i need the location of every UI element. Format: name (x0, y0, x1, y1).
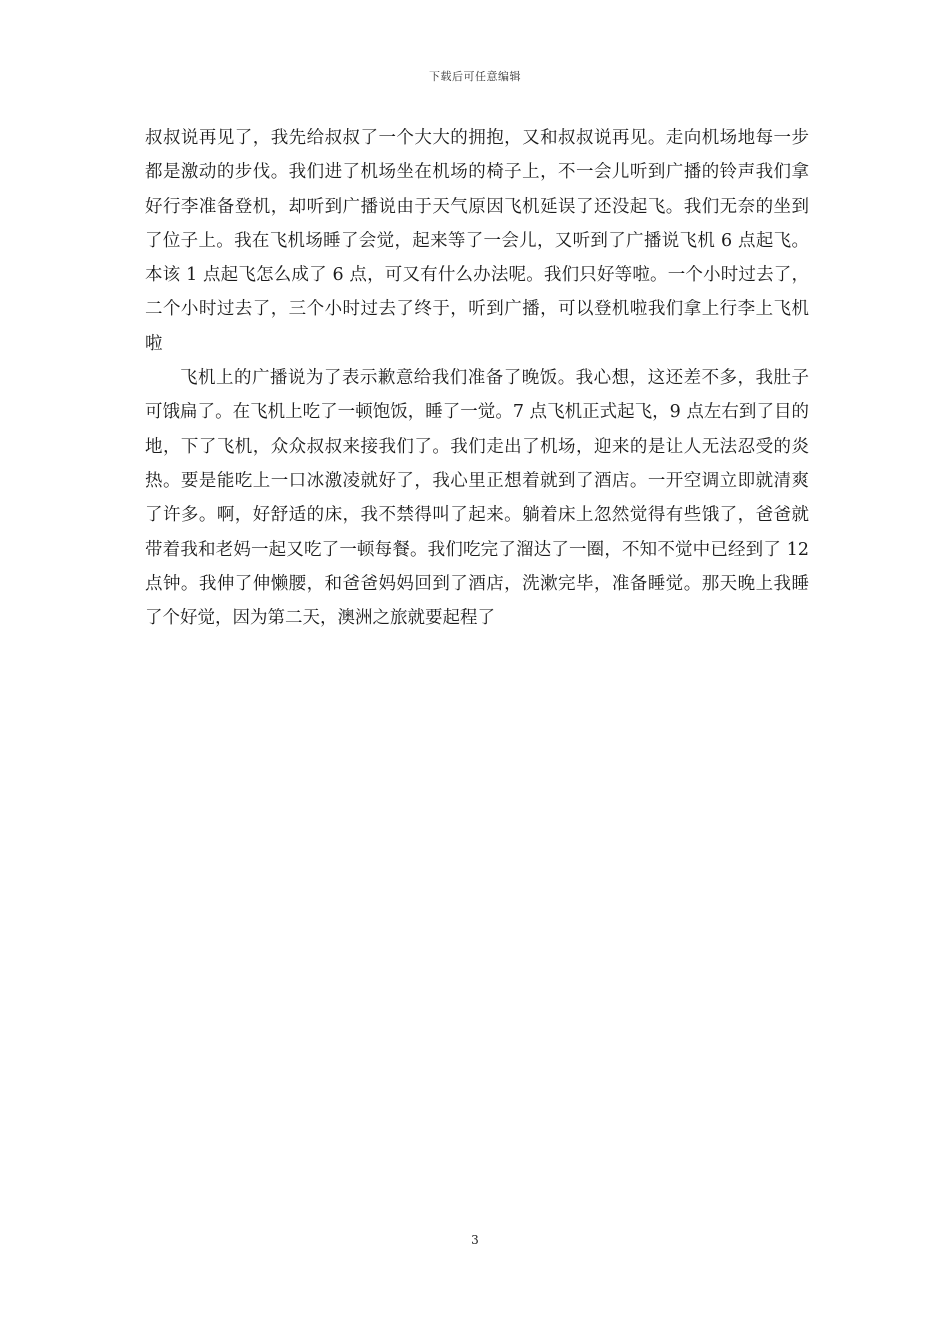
page-header: 下载后可任意编辑 (429, 70, 521, 83)
paragraph-continuation: 叔叔说再见了，我先给叔叔了一个大大的拥抱，又和叔叔说再见。走向机场地每一步都是激动的步伐。我们进了机场坐在机场的椅子上，不一会儿听到广播的铃声我们拿好行李准备登机，却听到广播说由于天气原因飞机延误了还没起飞。我们无奈的坐到了位子上。我在飞机场睡了会觉，起来等了一会儿，又听到了广播说飞机 6 点起飞。本该 1 点起飞怎么成了 6 点，可又有什么办法呢。我们只好等啦。一个小时过去了，二个小时过去了，三个小时过去了终于，听到广播，可以登机啦我们拿上行李上飞机啦 (145, 128, 809, 354)
paragraph: 飞机上的广播说为了表示歉意给我们准备了晚饭。我心想，这还差不多，我肚子可饿扁了。在飞机上吃了一顿饱饭，睡了一觉。7 点飞机正式起飞，9 点左右到了目的地，下了飞机，众众叔叔来接我们了。我们走出了机场，迎来的是让人无法忍受的炎热。要是能吃上一口冰激凌就好了，我心里正想着就到了酒店。一开空调立即就清爽了许多。啊，好舒适的床，我不禁得叫了起来。躺着床上忽然觉得有些饿了，爸爸就带着我和老妈一起又吃了一顿每餐。我们吃完了溜达了一圈，不知不觉中已经到了 12 点钟。我伸了伸懒腰，和爸爸妈妈回到了酒店，洗漱完毕，准备睡觉。那天晚上我睡了个好觉，因为第二天，澳洲之旅就要起程了 (145, 368, 809, 629)
document-body (145, 121, 809, 635)
page-number: 3 (471, 1233, 479, 1247)
